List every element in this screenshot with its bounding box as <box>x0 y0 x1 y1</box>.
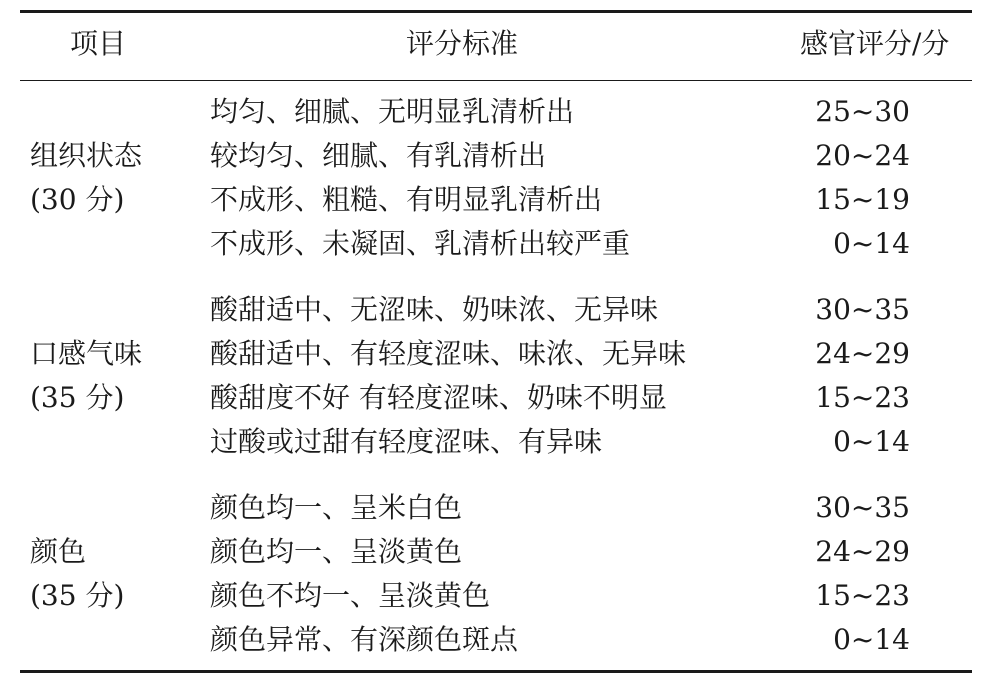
criteria-cell: 不成形、粗糙、有明显乳清析出 <box>210 183 603 216</box>
category-cell <box>30 530 124 618</box>
score-cell: 30~35 <box>815 293 910 326</box>
category-cell <box>30 134 142 222</box>
sensory-scoring-table <box>20 10 972 674</box>
category-name: 组织状态 <box>30 139 143 172</box>
header-item: 项目 <box>70 27 127 60</box>
score-cell: 0~14 <box>833 623 910 656</box>
table-group-texture <box>20 90 972 266</box>
criteria-cell: 颜色异常、有深颜色斑点 <box>210 623 519 656</box>
category-points: (30 分) <box>30 183 125 216</box>
category-cell <box>30 332 142 420</box>
score-cell: 30~35 <box>815 491 910 524</box>
criteria-cell: 颜色均一、呈淡黄色 <box>210 535 463 568</box>
criteria-cell: 均匀、细腻、无明显乳清析出 <box>210 95 575 128</box>
score-cell: 0~14 <box>833 425 910 458</box>
score-cell: 15~23 <box>815 579 910 612</box>
criteria-cell: 颜色均一、呈米白色 <box>210 491 463 524</box>
criteria-cell: 不成形、未凝固、乳清析出较严重 <box>210 227 631 260</box>
header-score: 感官评分/分 <box>800 27 950 60</box>
header-criteria: 评分标准 <box>406 27 519 60</box>
category-points: (35 分) <box>30 579 125 612</box>
score-cell: 24~29 <box>815 337 910 370</box>
score-cell: 20~24 <box>815 139 910 172</box>
table-group-taste <box>20 288 972 464</box>
score-cell: 15~19 <box>815 183 910 216</box>
criteria-cell: 酸甜度不好 有轻度涩味、奶味不明显 <box>210 381 667 414</box>
criteria-cell: 颜色不均一、呈淡黄色 <box>210 579 491 612</box>
criteria-cell: 酸甜适中、无涩味、奶味浓、无异味 <box>210 293 659 326</box>
table-group-color <box>20 486 972 662</box>
bottom-rule <box>20 670 972 673</box>
score-cell: 25~30 <box>815 95 910 128</box>
top-rule <box>20 10 972 13</box>
score-cell: 15~23 <box>815 381 910 414</box>
score-cell: 24~29 <box>815 535 910 568</box>
header-rule <box>20 80 972 81</box>
criteria-cell: 酸甜适中、有轻度涩味、味浓、无异味 <box>210 337 687 370</box>
score-cell: 0~14 <box>833 227 910 260</box>
category-name: 口感气味 <box>30 337 143 370</box>
category-points: (35 分) <box>30 381 125 414</box>
criteria-cell: 过酸或过甜有轻度涩味、有异味 <box>210 425 603 458</box>
criteria-cell: 较均匀、细腻、有乳清析出 <box>210 139 547 172</box>
category-name: 颜色 <box>30 535 87 568</box>
